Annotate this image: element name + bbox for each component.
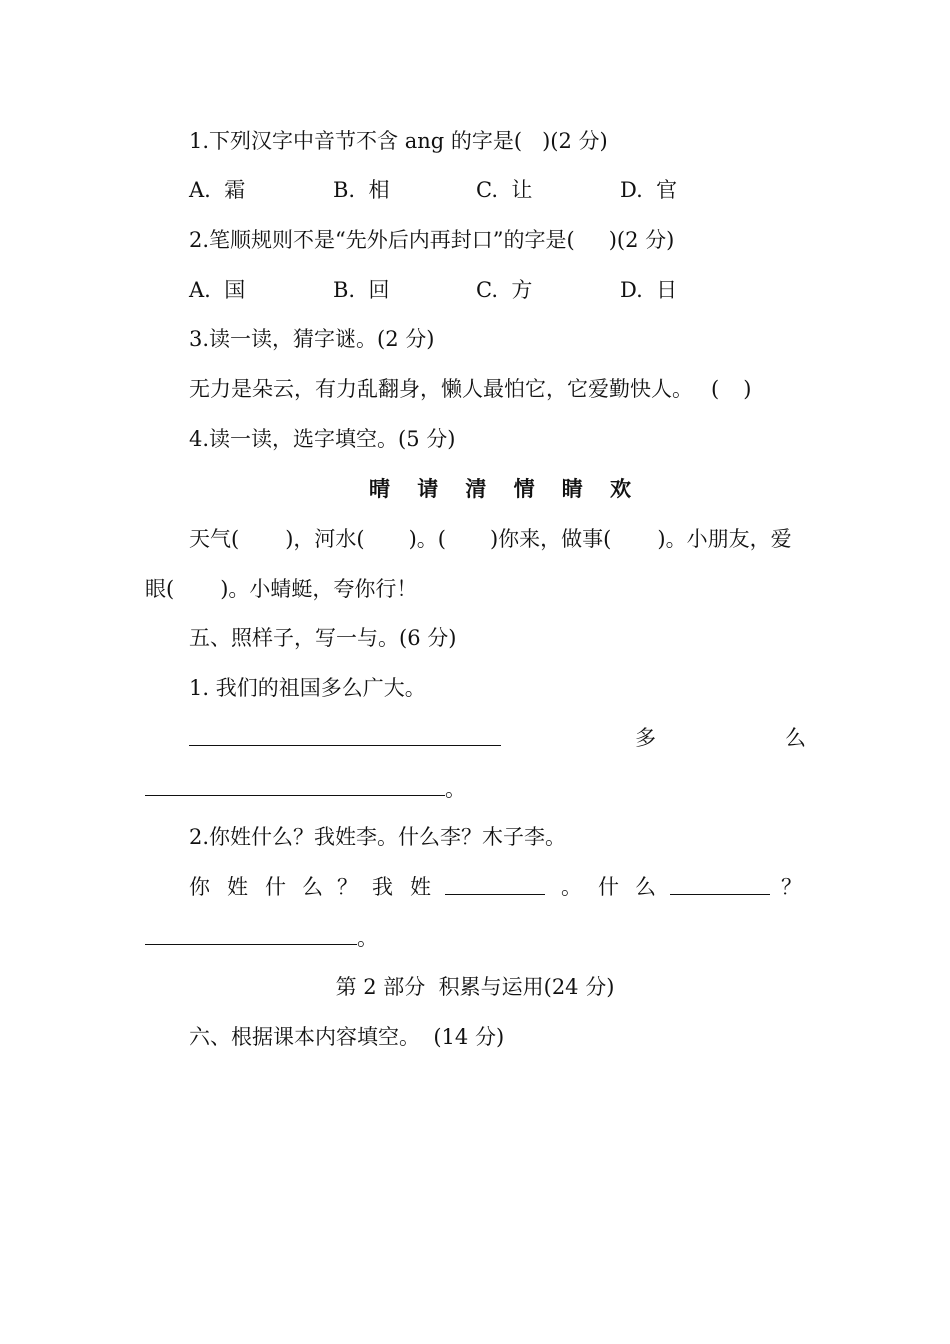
section5-example-1: 1. 我们的祖国多么广大。: [189, 676, 426, 700]
q2-option-c: C. 方: [476, 278, 533, 302]
q2-option-b: B. 回: [333, 278, 390, 302]
q4-choice: 晴: [369, 476, 390, 501]
q4-text: )你来，做事(: [489, 527, 612, 551]
ex1-duo: 多: [635, 726, 656, 750]
ex2-char: 姓: [227, 875, 248, 899]
q4-text: )，河水(: [285, 527, 365, 551]
ex1-end-mark: 。: [445, 777, 466, 801]
q1-stem-text: 1.下列汉字中音节不含 ang 的字是(: [189, 129, 523, 153]
section5-example-2: 2.你姓什么？我姓李。什么李？木子李。: [189, 825, 567, 849]
ex2-char: 么: [302, 875, 323, 899]
q4-stem: 4.读一读，选字填空。(5 分): [189, 427, 456, 451]
section5-ex1-answer-line: [189, 723, 806, 753]
answer-blank[interactable]: [145, 773, 445, 796]
ex2-char: 么: [635, 875, 656, 899]
q4-fill-line-1: [189, 524, 792, 554]
q4-choices: [369, 474, 631, 504]
ex2-question-mark: ？: [781, 875, 802, 899]
q4-fill-line-2: [145, 574, 417, 604]
q4-text: )。小朋友，爱: [657, 527, 792, 551]
q2-option-a: A. 国: [189, 278, 246, 302]
q4-choice: 欢: [609, 476, 631, 501]
q1-score: )(2 分): [542, 129, 608, 153]
q4-text: )。(: [408, 527, 446, 551]
ex2-sep: 。: [561, 875, 582, 899]
ex2-char: 什: [598, 875, 619, 899]
q4-choice: 清: [465, 476, 487, 501]
ex1-me: 么: [785, 726, 806, 750]
q1-option-d: D. 官: [620, 178, 678, 202]
answer-blank[interactable]: [670, 872, 770, 895]
ex2-char: ？: [337, 875, 358, 899]
ex2-char: 什: [265, 875, 286, 899]
q1-option-a: A. 霜: [189, 178, 246, 202]
answer-blank[interactable]: [145, 922, 357, 945]
q3-answer-open: (: [711, 377, 720, 401]
ex2-char: 姓: [410, 875, 431, 899]
ex2-end-mark: 。: [357, 926, 378, 950]
q4-choice: 请: [417, 476, 439, 501]
q3-stem: 3.读一读，猜字谜。(2 分): [189, 327, 435, 351]
q3-riddle: 无力是朵云，有力乱翻身，懒人最怕它，它爱勤快人。: [189, 377, 693, 401]
part2-title: 第 2 部分 积累与运用(24 分): [335, 975, 615, 999]
ex2-char: 我: [372, 875, 393, 899]
q2-option-d: D. 日: [620, 278, 678, 302]
answer-blank[interactable]: [189, 723, 501, 746]
section5-ex2-answer-line: [189, 872, 806, 902]
q1-option-b: B. 相: [333, 178, 390, 202]
section6-title: 六、根据课本内容填空。 (14 分): [189, 1025, 505, 1049]
q4-text: 眼(: [145, 577, 175, 601]
q1-stem: [189, 126, 608, 156]
q4-choice: 情: [513, 476, 535, 501]
section5-ex1-answer-line-2: [145, 773, 466, 804]
q3-riddle-line: [189, 374, 751, 404]
q2-stem: [189, 225, 674, 255]
q2-stem-text: 2.笔顺规则不是“先外后内再封口”的字是(: [189, 228, 575, 252]
section5-ex2-answer-line-2: [145, 922, 378, 953]
q4-text: 天气(: [189, 527, 240, 551]
answer-blank[interactable]: [445, 872, 545, 895]
q4-text: )。小蜻蜓，夸你行！: [220, 577, 418, 601]
q1-option-c: C. 让: [476, 178, 533, 202]
ex2-char: 你: [189, 875, 210, 899]
section5-title: 五、照样子，写一与。(6 分): [189, 626, 457, 650]
q3-answer-close: ): [743, 377, 752, 401]
q4-choice: 睛: [561, 476, 583, 501]
q2-score: )(2 分): [608, 228, 675, 252]
